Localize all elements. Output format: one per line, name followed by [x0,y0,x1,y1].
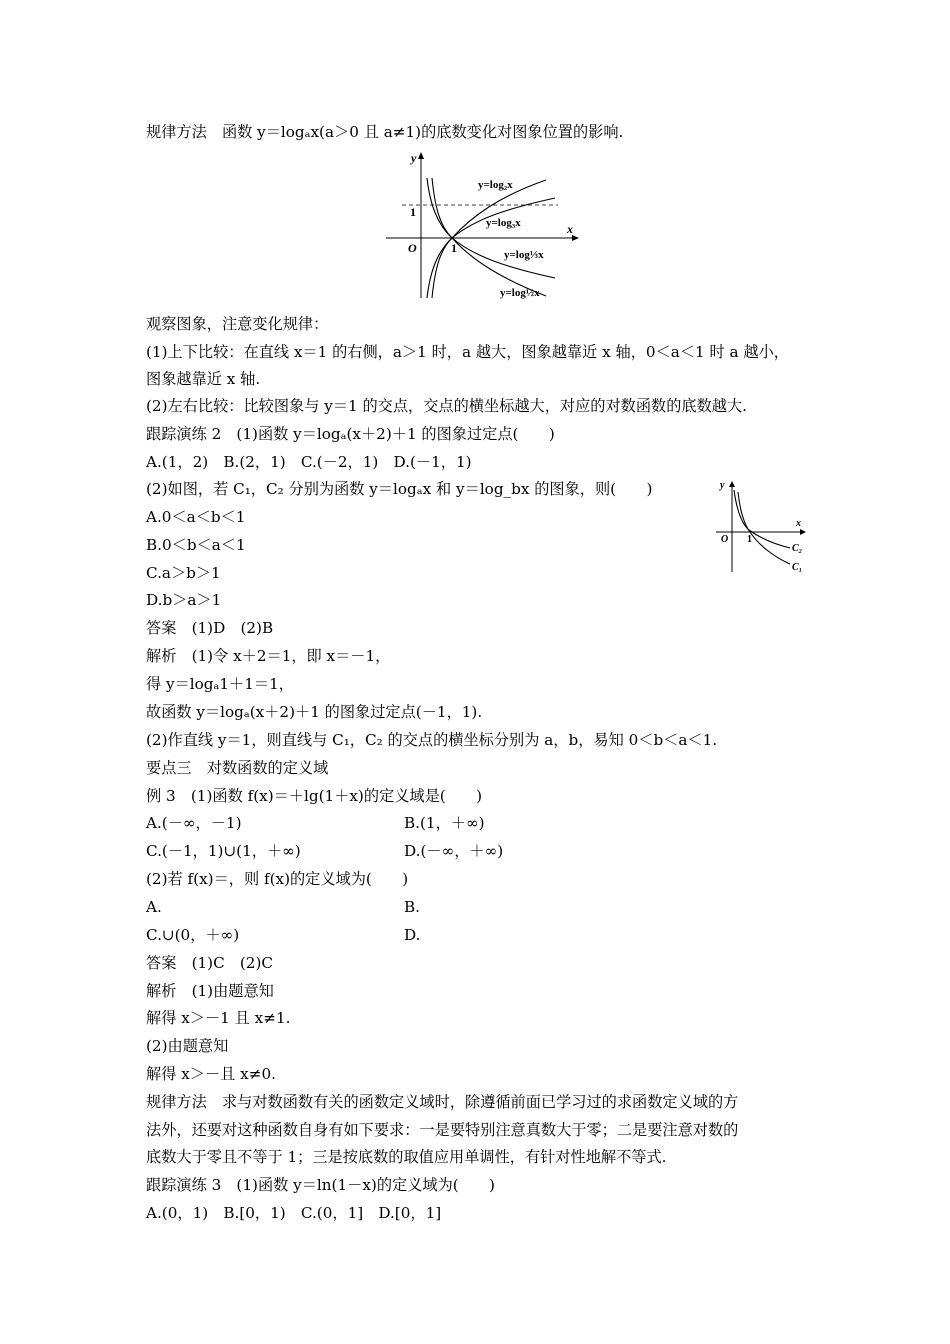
example3-q2: (2)若 f(x)＝，则 f(x)的定义域为( ) [146,870,409,888]
analysis-ex3-4: 解得 x＞－且 x≠0. [146,1065,276,1083]
observe-intro: 观察图象，注意变化规律： [146,315,329,333]
tick-x-1: 1 [451,241,457,255]
rule-method-2-line2: 法外，还要对这种函数自身有如下要求：一是要特别注意真数大于零；二是要注意对数的 [146,1121,739,1139]
answer-example3: 答案 (1)C (2)C [146,954,274,972]
label-log-one-third: y=log⅓x [504,249,544,261]
label-c1: C₁ [792,562,803,573]
x-axis-arrow-icon [572,235,579,241]
origin-label: O [721,534,729,545]
tick-x-1: 1 [747,534,752,545]
curve-log3 [427,198,555,298]
rule-method-title: 规律方法 函数 y＝logₐx(a＞0 且 a≠1)的底数变化对图象位置的影响. [146,123,624,141]
example3-q1-option-b: B.(1，＋∞) [404,814,485,832]
curve-log-half [432,178,546,296]
section-title-3: 要点三 对数函数的定义域 [146,759,329,777]
example3-q1-option-c: C.(－1，1)∪(1，＋∞) [146,842,301,860]
practice3-q1: 跟踪演练 3 (1)函数 y＝ln(1－x)的定义域为( ) [146,1176,495,1194]
answer-practice2: 答案 (1)D (2)B [146,619,274,637]
practice2-q2-option-a: A.0＜a＜b＜1 [146,508,246,526]
y-axis-arrow-icon [418,152,424,159]
example3-q2-option-a: A. [146,898,162,916]
example3-q1-option-a: A.(－∞，－1) [146,814,242,832]
practice2-q2-option-b: B.0＜b＜a＜1 [146,536,246,554]
tick-y-1: 1 [410,205,416,219]
label-log-half: y=log½x [500,287,540,299]
example3-q2-option-c: C.∪(0，＋∞) [146,926,240,944]
axis-y-label: y [411,151,417,165]
curve-log2 [432,180,546,298]
axis-x-label: x [567,222,573,236]
curve-c2 [734,490,790,548]
example3-q1-option-d: D.(－∞，＋∞) [404,842,504,860]
practice2-q2-option-d: D.b＞a＞1 [146,591,222,609]
rule-method-2-line1: 规律方法 求与对数函数有关的函数定义域时，除遵循前面已学习过的求函数定义域的方 [146,1093,739,1111]
figure-log-base-comparison [380,150,590,300]
label-c2: C₂ [792,543,803,554]
label-log3: y=log₃x [486,217,521,229]
practice2-q1: 跟踪演练 2 (1)函数 y＝logₐ(x＋2)＋1 的图象过定点( ) [146,425,555,443]
example3-q2-option-d: D. [404,926,421,944]
practice2-q2-option-c: C.a＞b＞1 [146,564,221,582]
axis-x-label: x [796,518,801,529]
practice2-q2: (2)如图，若 C₁，C₂ 分别为函数 y＝logₐx 和 y＝log_bx 的图象，则( ) [146,480,653,498]
example3-q1: 例 3 (1)函数 f(x)＝＋lg(1＋x)的定义域是( ) [146,787,483,805]
analysis-2: 得 y＝logₐ1＋1＝1， [146,675,294,693]
x-axis-arrow-icon [800,529,806,535]
compare-vertical: (1)上下比较：在直线 x＝1 的右侧，a＞1 时，a 越大，图象越靠近 x 轴，0＜a＜1 时 a 越小， [146,343,789,361]
origin-label: O [408,241,417,255]
analysis-4: (2)作直线 y＝1，则直线与 C₁，C₂ 的交点的横坐标分别为 a，b，易知 0＜b＜a＜1. [146,731,718,749]
analysis-ex3-3: (2)由题意知 [146,1037,229,1055]
analysis-ex3-1: 解析 (1)由题意知 [146,982,274,1000]
practice2-q1-options: A.(1，2) B.(2，1) C.(－2，1) D.(－1，1) [146,453,472,471]
curve-c1 [738,492,790,564]
rule-method-2-line3: 底数大于零且不等于 1；三是按底数的取值应用单调性，有针对性地解不等式. [146,1148,667,1166]
example3-q2-option-b: B. [404,898,420,916]
axis-y-label: y [720,480,725,491]
practice3-q1-options: A.(0，1) B.[0，1) C.(0，1] D.[0，1] [146,1204,442,1222]
analysis-3: 故函数 y＝logₐ(x＋2)＋1 的图象过定点(－1，1). [146,703,483,721]
figure-c1-c2 [712,478,816,574]
analysis-1: 解析 (1)令 x＋2＝1，即 x＝－1， [146,647,391,665]
compare-vertical-cont: 图象越靠近 x 轴. [146,370,261,388]
analysis-ex3-2: 解得 x＞－1 且 x≠1. [146,1009,291,1027]
compare-horizontal: (2)左右比较：比较图象与 y＝1 的交点，交点的横坐标越大，对应的对数函数的底数越大. [146,397,747,415]
y-axis-arrow-icon [729,481,735,487]
label-log2: y=log₂x [478,179,513,191]
